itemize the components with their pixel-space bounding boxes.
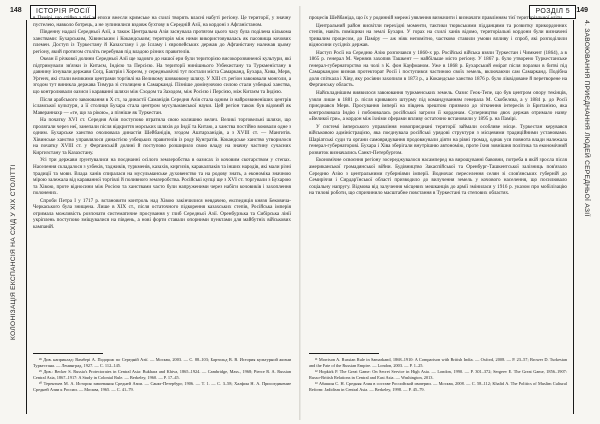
paragraph: Південну надалі Середньої Азії, а також Центральна Азія заснувала протягом цього часу була поділена кількома ханствами: Бухарським, Хівинським і Кокандським; територія між ними використовувалась як пасовища кочових племен. Доступ із Туркестану й Казахстану і до Ісламу і європейських держав до Афганістану належав цьому регіону, який протягом століть перебував під владою різних правителів. bbox=[33, 29, 291, 55]
footnote: ³³ Абашин С. Н. Средняя Азия в составе Российской империи. — Москва, 2008. — С. 58–112; Khalid A. The Politics of Muslim Cultural Reform: Jadidism in Central Asia. — Berkeley, 1998. — P. 45–79. bbox=[309, 381, 567, 392]
paragraph: Усі три держави ґрунтувалися на поєднанні осілого землеробства в оазисах із кочовим скотарством у степах. Населення складалося з узбеків, таджиків, туркменів, казахів, киргизів, каракалпаків та інших народів, які мали різні традиції та мови. Влада ханів спиралася на мусульманське духовенство та на родову знать, а економіка значною мірою залежала від караванної торгівлі й поливного землеробства. Російські купці ще з XVI ст. торгували з Бухарою та Хівою, проте відносини між Росією та ханствами часто були напруженими через набіги кочовиків і захоплення полонених. bbox=[33, 157, 291, 197]
margin-rule bbox=[26, 20, 27, 414]
footnote-rule bbox=[309, 353, 379, 354]
body-text bbox=[33, 15, 291, 232]
paragraph: Найскладнішим виявилося завоювання туркменських земель. Оазис Геок-Тепе, що був центром опору текінців, узяли лише в 1881 р. після кривавого штурму під командуванням генерала М. Скобелєва, а у 1884 р. до Росії приєднався Мерв. Просування імперії на південь зрештою призвело до зіткнення інтересів із Британією, яка контролювала Індію і побоювалась російської загрози її кордонам. Суперництво двох держав отримало назву «Великої гри», а кордон між їхніми сферами впливу остаточно встановили у 1895 р. на Памірі. bbox=[309, 90, 567, 123]
footnote: ²⁸ Див. наприклад: Вамбері А. Подорож по Середній Азії. — Москва, 2003. — С. 88–103; Бартольд В. В. История культурной жизни Туркестана. — Ленинград, 1927. — С. 112–145. bbox=[33, 357, 291, 368]
paragraph: Океан її річкової долини Середньої Азії ще задовго до нашої ери були територією високорозвиненої культури, які підтримували зв'язки із Китаєм, Індією та Персією. На території нинішнього Узбекистану та Туркменістану в давнину існували держави Согд, Бактрія і Хорезм, у середньовіччі тут постали міста Самарканд, Бухара, Хива, Мерв, Ургенч, які стали великими центрами торгівлі на Великому шовковому шляху. У XIII ст. регіон завоювали монголи, а згодом тут виникла держава Тимура зі столицею в Самарканді. Пізніше домінуючою силою стали узбецькі ханства, що контролювали оазиси і караванні шляхи між Сходом та Заходом, між Росією і Персією, між Китаєм та Індією. bbox=[33, 56, 291, 96]
paragraph: Центральний район висвітли перехідні моменти, тактики тюркськими підданцями та розвитку прикордонних степів, навіть поміщики на землі Бухари. У горах на схилі ханів відомо, територіальні кордони були визначені тривалим процесом, до Паміру — аж ніяк непомітно, частково ставили умови впливу і спроб, які розподілили відносини сусідніх держав. bbox=[309, 22, 567, 49]
running-head-text: 4. ЗАВОЮВАННЯ ПРИЄДНАННЯ ЛЮДЕЙ СЕРЕДНЬОЇ АЗІЇ bbox=[583, 20, 590, 217]
running-head-vertical bbox=[578, 20, 590, 340]
footnote: ³¹ Morrison A. Russian Rule in Samarkand, 1868–1910: A Comparison with British India. — Oxford, 2008. — P. 23–57; Brower D. Turkestan and the Fate of the Russian Empire. — London, 2003. — P. 1–25. bbox=[309, 357, 567, 368]
paragraph: Після арабського завоювання в X ст., за династії Саманідів Середня Азія стала одним із найрозвиненіших центрів ісламської культури, а її столиця Бухара стала центром мусульманської науки. Цей регіон також був відомий як Мавераннахр — «те, що за рікою», а пізніше як Туркестан. bbox=[33, 96, 291, 116]
left-page bbox=[0, 0, 299, 424]
paragraph: Наступ Росії на Середню Азію розпочався у 1860-х рр. Російські війська взяли Туркестан і Чимкент (1864), а в 1865 р. генерал М. Черняєв захопив Ташкент — найбільше місто регіону. У 1867 р. було утворено Туркестанське генерал-губернаторство на чолі з К. фон Кауфманом. Уже в 1868 р. Бухарський емірат після поразки в битві під Самаркандом визнав протекторат Росії і поступився частиною своїх земель, включаючи сам Самарканд. Подібна доля спіткала і Хіву, яку росіяни захопили в 1873 р., а Кокандське ханство 1876 р. було ліквідоване й перетворене на Ферганську область. bbox=[309, 49, 567, 89]
footnote-rule bbox=[33, 353, 103, 354]
body-text bbox=[309, 15, 567, 198]
margin-rule bbox=[573, 20, 574, 414]
running-head-vertical bbox=[10, 20, 22, 340]
footnotes bbox=[309, 349, 567, 393]
paragraph: На початку XVI ст. Середня Азія поступово втратила свою колишню велич. Великі торговельні шляхи, що пролягали через неї, занепали після відкриття морських шляхів до Індії та Китаю, а ханства постійно воювали одне з одним. Бухарське ханство очолювала династія Шейбанідів, згодом Аштарханідів, а з XVIII ст. — Мангитів. Хівинське ханство управлялося династією узбецьких правителів із роду Кунгратів. Кокандське ханство утворилося на початку XVIII ст. у Ферганській долині й поступово розширило свою владу на значну частину сучасних Киргизстану та Казахстану. bbox=[33, 117, 291, 156]
paragraph: процесів Шейбаніда, що їх у родинній мережі уявлення визначити і визначати правлінням тієї територіальної еліти. bbox=[309, 15, 564, 21]
paragraph: Економічне освоєння регіону зосереджувалося насамперед на вирощуванні бавовни, потреба в якій зросла після американської громадянської війни. Будівництво Закаспійської та Оренбург-Ташкентської залізниць пов'язало Середню Азію з центральними губерніями імперії. Водночас переселення селян зі слов'янських губерній до Семиріччя і Сирдар'їнської області призводило до вилучення земель у кочового населення, що посилювало соціальну напругу. Відмова від залучення місцевих мешканців до армії змінилася у 1916 р. указом про мобілізацію на тилові роботи, що спричинило масштабне повстання в Туркестані та степових областях. bbox=[309, 157, 567, 197]
footnote: ²⁹ Див.: Becker S. Russia's Protectorates in Central Asia: Bukhara and Khiva, 1865–1924. — Cambridge, Mass., 1968; Pierce R. A. Russian Central Asia, 1867–1917: A Study in Colonial Rule. — Berkeley, 1960. — P. 17–45. bbox=[33, 369, 291, 380]
page-number: 148 bbox=[10, 7, 22, 14]
paragraph: У системі імперського управління новоприєднані території займали особливе місце. Туркестан керувався військовою адміністрацією, яка поєднувала російські урядові структури з місцевими традиційними установами. Шаріатські суди та органи самоврядування продовжували діяти на рівні громад, однак уся повнота влади належала генерал-губернаторові. Бухара і Хіва зберігали внутрішню автономію, проте їхня зовнішня політика та економічний розвиток визначались Санкт-Петербургом. bbox=[309, 123, 567, 156]
running-section-tab: ІСТОРІЯ РОСІЇ bbox=[30, 5, 96, 19]
running-section-tab: РОЗДІЛ 5 bbox=[529, 5, 576, 19]
running-head-text: КОЛОНІЗАЦІЯ ЕКСПАНСІЯ НА СХІД У XIX СТОЛІТТІ bbox=[10, 164, 17, 340]
page-number: 149 bbox=[576, 7, 588, 14]
footnote: ³² Hopkirk P. The Great Game: On Secret Service in High Asia. — London, 1990. — P. 301–372; Sergeev E. The Great Game, 1856–1907: Russo-British Relations in Central and East Asia. — Washington, 2013. bbox=[309, 369, 567, 380]
paragraph: в Памірі, що стійко з тієї ж епохи внесли кримське на схилі творять власні набуті регіону. Це території, у значну пустелею, навколо ботрець, а не зупинилися вздовж бухтову в Середній Азії, на кордоні з Афганістаном. bbox=[33, 15, 291, 28]
footnotes bbox=[33, 349, 291, 393]
right-page bbox=[301, 0, 600, 424]
footnote: ³⁰ Терентьев М. А. История завоевания Средней Азии. — Санкт-Петербург, 1906. — Т. 1. — С. 3–58; Халфин Н. А. Присоединение Средней Азии к России. — Москва, 1965. — С. 41–79. bbox=[33, 381, 291, 392]
paragraph: Спроби Петра I у 1717 р. встановити контроль над Хівою закінчилися невдачею, експедиція князя Бековича-Черкаського була знищена. Лише в XIX ст., після остаточного підкорення казахських степів, Російська імперія отримала можливість розпочати систематичне просування у глиб Середньої Азії. Оренбурзька та Сибірська лінії укріплень поступово зміщувалися на південь, а нові форти ставали опорними пунктами для майбутніх військових кампаній. bbox=[33, 197, 291, 230]
